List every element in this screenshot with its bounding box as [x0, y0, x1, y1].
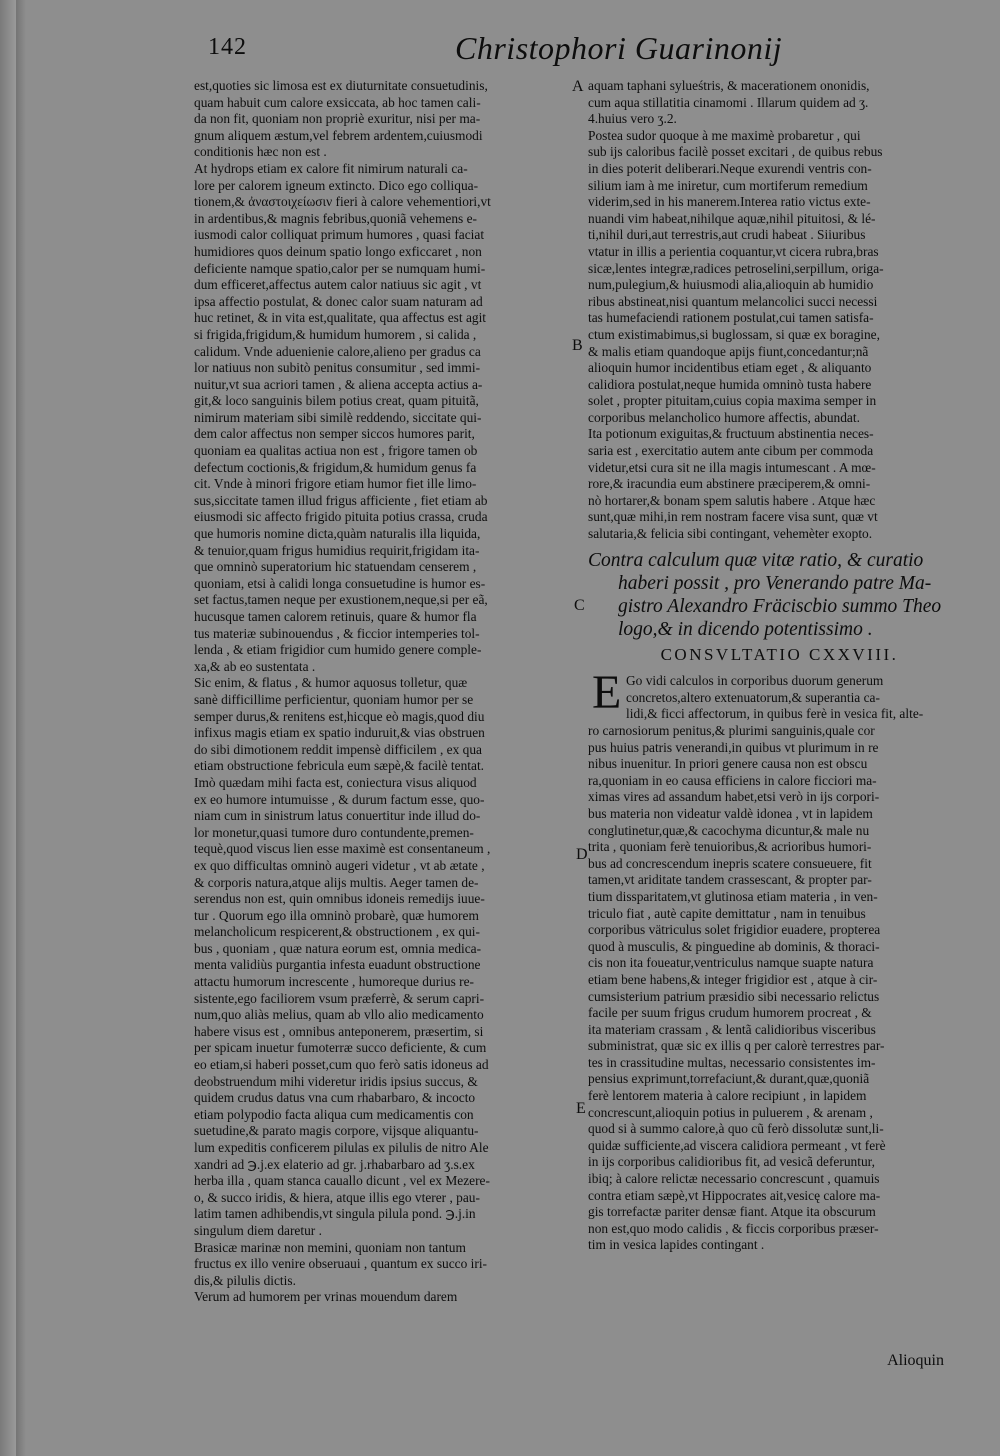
text-line: ximas vires ad assandum habet,etsi verò in ijs corpori- [588, 789, 880, 805]
text-line: num,pulegium,& huiusmodi alia,alioquin ab humidio [588, 277, 874, 293]
text-line: Imò quædam mihi facta est, coniectura visus aliquod [194, 774, 477, 790]
text-line: salutaria,& felicia sibi contingant, vehemèter exopto. [588, 526, 873, 542]
text-line: dem calor affectus non semper siccos humores parit, [194, 426, 475, 442]
text-line: hucusque tamen calorem retinuis, quare & humor fla [194, 609, 477, 624]
text-line: conditionis hæc non est . [194, 144, 327, 160]
text-line: habere visus est , omnibus anteponerem, præsertim, si [194, 1023, 484, 1039]
text-line: alioquin humor incidentibus etiam eget , & aliquanto [588, 360, 872, 376]
text-line: quoniam ea qualitas actiua non est , frigore tamen ob [194, 443, 478, 459]
text-line: Sic enim, & flatus , & humor aquosus tolletur, quæ [194, 675, 468, 691]
text-line: ribus abstineat,nisi quantum melancolici succi necessi [588, 293, 878, 309]
margin-marker-e: E [576, 1100, 586, 1117]
text-line: concrescunt,alioquin potius in puluerem , & arenam , [588, 1104, 873, 1120]
text-line: que humoris nomine dicta,quàm naturalis illa liquida, [194, 526, 481, 542]
text-line: iusmodi calor colliquat primum humores , quasi faciat [194, 227, 485, 243]
text-line: tium dissparitatem,vt glutinosa etiam materia , in ven- [588, 888, 878, 904]
text-line: nimirum materiam sibi similè reddendo, siccitate qui- [194, 409, 482, 425]
text-line: cum aqua stillatitia cinamomi . Illarum quidem ad ʒ. [588, 94, 869, 110]
text-line: ibiq; à calore relictæ necessario concrescunt , quamuis [588, 1171, 880, 1187]
text-line: bus materia non videatur valdè idonea , vt in lapidem [588, 805, 873, 821]
text-line: xa,& ab eo sustentata . [194, 658, 316, 674]
text-line: deobstruendum mihi videretur iridis ipsius succus, & [194, 1073, 478, 1089]
text-line: tus materiæ subinouendus , & ficcior intemperies tol- [194, 625, 480, 641]
text-line: cumsisterium patrium præsidio sibi necessario relictus [588, 988, 880, 1004]
text-line: menta validiùs purgantia infesta euadunt obstructione [194, 957, 481, 973]
binding-gutter [0, 0, 16, 1456]
text-line: ti,nihil duri,aut terrestris,aut crudi habeat . Siiuribus [588, 227, 866, 243]
text-line: pensius exprimunt,torrefaciunt,& durant,quæ,quoniã [588, 1071, 870, 1087]
text-line: bus , quoniam , quæ natura eorum est, omnia medica- [194, 940, 482, 956]
text-line: singulum diem daretur . [194, 1222, 322, 1238]
text-line: ex quo difficultas omninò augeri videtur , vt ab ætate , [194, 857, 485, 873]
text-line: calidiora postulat,neque humida omninò tusta habere [588, 376, 872, 392]
text-line: etiam obstructione febricula eum sæpè,& facilè tentat. [194, 758, 485, 774]
catchword: Alioquin [887, 1352, 944, 1369]
text-line: cis non ita foueatur,ventriculus namque suapte natura [588, 955, 874, 971]
text-line: lore per calorem igneum extincto. Dico ego colliqua- [194, 177, 479, 193]
text-line: cit. Vnde à minori frigore etiam humor fiet ille limo- [194, 476, 477, 492]
text-line: herba illa , quam stanca cauallo dicunt , vel ex Mezere- [194, 1173, 490, 1189]
text-line: tequè,quod viscus lien esse maximè est consentaneum , [194, 841, 491, 857]
text-line: Go vidi calculos in corporibus duorum generum [626, 673, 884, 689]
text-line: in ijs corporibus calidioribus fit, ad vesicã deferuntur, [588, 1154, 875, 1170]
margin-marker-d: D [576, 846, 588, 863]
text-line: attactu humorum increscente , humoreque durius re- [194, 974, 474, 990]
text-line: pus huius patris venerandi,in quibus vt plurimum in re [588, 739, 879, 755]
text-line: lor monetur,quasi tumore duro contundente,premen- [194, 824, 474, 840]
text-line: eiusmodi sic affecto frigido pituita potius crassa, cruda [194, 509, 488, 525]
text-line: lum expeditis conficerem pilulas ex pilulis de nitro Ale [194, 1140, 489, 1155]
text-line: Postea sudor quoque à me maximè probaretur , qui [588, 127, 861, 143]
text-line: infixus magis etiam ex spatio induruit,& vias obstruen [194, 725, 485, 741]
text-line: serendus non est, quin omnibus idoneis remedijs iuue- [194, 891, 485, 907]
text-line: git,& loco sanguinis bilem potius creat, quam pituitã, [194, 393, 479, 409]
text-line: solet , propter pituitam,cuius copia maxima semper in [588, 393, 877, 409]
text-line: suetudine,& parato magis corpore, vijsque aliquantu- [194, 1123, 479, 1139]
text-line: concretos,altero extenuatorum,& superantia ca- [626, 689, 880, 705]
right-column-body [588, 723, 971, 1254]
text-line: videtur,etsi cura sit ne illa magis intumescant . A mœ- [588, 459, 876, 475]
text-line: saria est , exercitatio autem ante cibum per commoda [588, 443, 874, 459]
text-line: xandri ad ℈.j.ex elaterio ad gr. j.rhabarbaro ad ʒ.s.ex [194, 1156, 475, 1172]
text-line: vtatur in illis a perientia coquantur,vt cicera rubra,bras [588, 243, 879, 259]
text-line: sub ijs caloribus facilè posset excitari , de quibus rebus [588, 144, 883, 160]
title-line: haberi possit , pro Venerando patre Ma- [618, 572, 932, 594]
text-line: per spicam inuetur fumoterræ succo deficiente, & cum [194, 1040, 487, 1056]
text-line: sunt,quæ mihi,in rem nostram facere visa sunt, quæ vt [588, 509, 878, 525]
text-line: nuandi vim habeat,nihilque aquæ,nihil pituitosi, & lé- [588, 210, 876, 226]
text-line: sus,siccitate tamen illud frigus afficiente , fiet etiam ab [194, 492, 488, 508]
text-line: fructus ex illo venire obseruaui , quantum ex succo iri- [194, 1256, 488, 1272]
text-line: lor natiuus non subitò penitus consumitur , sed immi- [194, 360, 481, 376]
text-line: dis,& pilulis dictis. [194, 1272, 296, 1288]
text-line: tamen,vt ariditate tandem crassescant, & propter par- [588, 872, 872, 888]
text-line: dum efficeret,affectus autem calor natiuus sic agit , vt [194, 277, 482, 293]
margin-marker-b: B [572, 337, 583, 354]
text-line: bus ad concrescendum inepris scatere consueuere, fit [588, 855, 872, 871]
text-line: nibus inuenitur. In priori genere causa non est obscu [588, 756, 868, 772]
text-line: corporibus vätriculus solet frigidior euadere, propterea [588, 922, 881, 938]
text-line: lenda , & etiam frigidior cum humido genere comple- [194, 642, 482, 658]
consultation-title [588, 549, 971, 641]
text-line: ra,quoniam in eo causa efficiens in calore ficciori ma- [588, 772, 877, 788]
text-line: ro carnosiorum penitus,& plurimi sanguinis,quale cor [588, 723, 875, 738]
text-line: melancholicum respicerent,& obstructionem , ex qui- [194, 924, 480, 940]
text-line: set factus,tamen neque per exustionem,neque,si per eã, [194, 592, 488, 608]
text-line: aquam taphani sylueśtris, & macerationem ononidis, [588, 78, 870, 93]
text-line: subministrat, quæ sic ex illis q per calorè terrestres par- [588, 1038, 885, 1054]
text-line: semper durus,& renitens est,hicque eò magis,quod diu [194, 708, 485, 724]
text-line: nuitur,vt sua acriori tamen , & aliena accepta actius a- [194, 376, 483, 392]
text-line: viderim,sed in his manerem.Interea ratio victus exte- [588, 194, 871, 210]
text-line: in dies poterit deliberari.Neque exurendi ventris con- [588, 160, 872, 176]
text-line: niam cum in sinistrum latus conuertitur inde illud do- [194, 808, 481, 824]
text-line: da non fit, quoniam non propriè exuritur, nisi per ma- [194, 111, 481, 127]
text-line: quam habuit cum calore exsiccata, ab hoc tamen cali- [194, 94, 481, 110]
drop-cap: E [592, 666, 622, 720]
binding-shadow [16, 0, 26, 1456]
text-line: tionem,& ἀναστοιχείωσιν fieri à calore vehementiori,vt [194, 194, 491, 210]
text-line: eo etiam,si haberi posset,cum quo ferò satis idoneus ad [194, 1057, 489, 1073]
page-number: 142 [208, 34, 247, 60]
text-line: ex eo humore intumuisse , & durum factum esse, quo- [194, 791, 485, 807]
text-line: quod si à summo calore,à quo cũ ferò dissolutæ sunt,li- [588, 1121, 884, 1137]
text-line: deficiente namque spatio,calor per se numquam humi- [194, 260, 486, 276]
text-line: ferè lentorem materia à calore recipiunt , in lapidem [588, 1088, 867, 1104]
text-line: Verum ad humorem per vrinas mouendum darem [194, 1289, 458, 1305]
text-line: silium iam à me iniretur, cum mortiferum remedium [588, 177, 868, 193]
text-line: contra etiam sæpè,vt Hippocrates ait,vesicę calore ma- [588, 1187, 881, 1203]
text-line: rore,& iracundia eum abstinere præciperem,& omni- [588, 476, 871, 492]
text-line: tim in vesica lapides contingant . [588, 1237, 765, 1253]
text-line: calidum. Vnde aduenienie calore,alieno per gradus ca [194, 343, 481, 359]
text-line: tes in crassitudine multas, necessario consistentes im- [588, 1054, 876, 1070]
text-line: ctum existimabimus,si buglossam, si quæ ex boragine, [588, 326, 880, 342]
text-line: quod à musculis, & pinguedine ab dominis, & thoraci- [588, 938, 880, 954]
left-text-column [194, 78, 568, 1306]
text-line: ipsa affectio postulat, & donec calor suam naturam ad [194, 293, 483, 309]
text-line: etiam polypodio facta aliqua cum medicamentis con [194, 1106, 474, 1122]
text-line: gis torrefactæ pariter densæ fiant. Atque ita obscurum [588, 1204, 876, 1220]
text-line: est,quoties sic limosa est ex diuturnitate consuetudinis, [194, 78, 488, 93]
text-line: quoniam, etsi à calidi longa consuetudine is humor es- [194, 575, 486, 591]
title-line: gistro Alexandro Fräciscbio summo Theo [618, 595, 942, 617]
title-line: logo,& in dicendo potentissimo . [618, 618, 873, 640]
text-line: sistente,ego faciliorem vsum præferrè, & serum capri- [194, 990, 485, 1006]
text-line: nò hortarer,& bonam spem salutis habere . Atque hæc [588, 492, 876, 508]
text-line: huc retinet, & in vita est,qualitate, qua affectus est agit [194, 310, 487, 326]
text-line: & tenuior,quam frigus humidius requirit,frigidam ita- [194, 542, 480, 558]
text-line: 4.huius vero ʒ.2. [588, 111, 677, 127]
margin-marker-c: C [574, 597, 585, 614]
title-line: Contra calculum quæ vitæ ratio, & curatio [588, 549, 924, 571]
opening-paragraph [588, 666, 971, 723]
text-line: sicæ,lentes integræ,radices petroselini,serpillum, origa- [588, 260, 884, 276]
text-line: At hydrops etiam ex calore fit nimirum naturali ca- [194, 160, 468, 176]
text-line: si frigida,frigidum,& humidum humorem , si calida , [194, 326, 477, 342]
text-line: defectum coctionis,& frigidum,& humidum genus fa [194, 459, 477, 475]
text-line: o, & succo iridis, & hiera, atque illis ego vterer , pau- [194, 1189, 480, 1205]
text-line: quidæ sufficiente,ad viscera calidiora permeant , vt ferè [588, 1137, 886, 1153]
right-text-column [588, 78, 971, 1254]
text-line: & malis etiam quandoque apijs fiunt,concedantur;nã [588, 343, 869, 359]
text-line: facile per suum frigus crudum humorem procreat , & [588, 1005, 872, 1021]
text-line: latim tamen adhibendis,vt singula pilula pond. ℈.j.in [194, 1206, 476, 1222]
text-line: lidi,& ficci affectorum, in quibus ferè in vesica fit, alte- [626, 706, 924, 722]
text-line: ita materiam crassam , & lentã calidioribus visceribus [588, 1021, 876, 1037]
text-line: que omninò superatorium hic statuendam censerem , [194, 559, 477, 575]
text-line: gnum aliquem æstum,vel febrem ardentem,cuiusmodi [194, 127, 483, 143]
text-line: tas humefaciendi rationem postulat,cui tamen satisfa- [588, 310, 874, 326]
text-line: sanè difficillime perficientur, quoniam humor per se [194, 691, 474, 707]
text-line: humidiores quos deinum spatio longo exficcaret , non [194, 243, 482, 259]
text-line: do sibi dimotionem reddit impensè difficilem , ex qua [194, 741, 482, 757]
right-column-continuation [588, 78, 971, 543]
text-line: & corporis natura,atque alijs multis. Aeger tamen de- [194, 874, 479, 890]
text-line: quidem crudus datus vna cum rhabarbaro, & incocto [194, 1090, 476, 1106]
text-line: trita , quoniam ferè tenuioribus,& acrioribus humori- [588, 839, 872, 855]
text-line: corporibus melancholico humore affectis, abundat. [588, 409, 860, 425]
text-line: Brasicæ marinæ non memini, quoniam non tantum [194, 1239, 466, 1255]
running-head: Christophori Guarinonij [455, 30, 783, 66]
margin-marker-a: A [572, 78, 584, 95]
text-line: in ardentibus,& magnis febribus,quoniã vehemens e- [194, 210, 477, 226]
text-line: etiam bene habens,& integer frigidior est , atque à cir- [588, 971, 878, 987]
consultation-heading: CONSVLTATIO CXXVIII. [660, 644, 899, 664]
text-line: Ita potionum exiguitas,& fructuum abstinentia neces- [588, 426, 874, 442]
text-line: conglutinetur,quæ,& cacochyma dicuntur,& male nu [588, 822, 870, 838]
text-line: tur . Quorum ego illa omninò probarè, quæ humorem [194, 907, 479, 923]
text-line: non est,quo modo calidis , & ficcis corporibus præser- [588, 1220, 879, 1236]
text-line: num,quo aliàs melius, quam ab vllo alio medicamento [194, 1007, 484, 1023]
text-line: triculo fiat , autè capite demittatur , nam in tenuibus [588, 905, 866, 921]
